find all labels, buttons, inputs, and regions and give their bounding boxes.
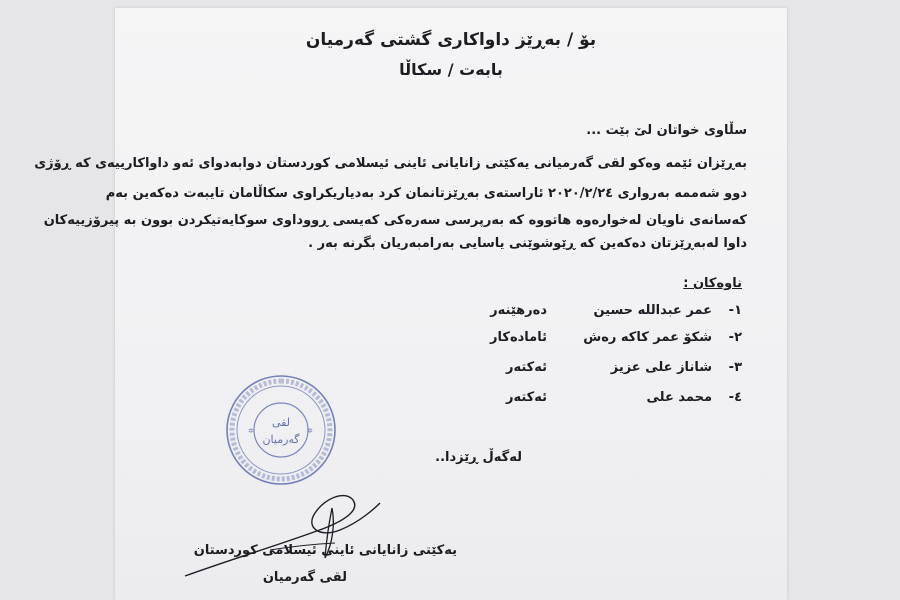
name-row (402, 303, 742, 323)
name-row (402, 330, 742, 350)
body-line: داوا لەبەڕێزتان دەکەین کە ڕێوشوێنی یاسایی بەرامبەریان بگرنە بەر . (308, 236, 747, 251)
person-role: ئەکتەر (506, 360, 547, 375)
row-number: ٢- (728, 330, 742, 345)
person-role: ئەکتەر (506, 390, 547, 405)
name-row (402, 360, 742, 380)
row-number: ٣- (728, 360, 742, 375)
greeting-line: سڵاوی خواتان لێ بێت ... (586, 123, 747, 138)
row-number: ٤- (728, 390, 742, 405)
stamp-text: لقی (271, 416, 291, 429)
body-line: دوو شەممە بەرواری ٢٠٢٠/٢/٢٤ ئاراستەی بەڕێزتانمان کرد بەدیاریکراوی سکاڵامان تایبەت دەکەین بەم (105, 186, 747, 201)
recipient-line: بۆ / بەڕێز داواکاری گشتی گەرمیان (305, 30, 597, 50)
stamp-seal (224, 373, 338, 487)
person-role: دەرهێنەر (490, 303, 547, 318)
svg-text:✲: ✲ (248, 427, 254, 435)
person-name: شاناز علی عزیز (610, 360, 712, 375)
person-name: عمر عبدالله حسین (593, 303, 712, 318)
stamp-text: گەرمیان (262, 433, 300, 446)
signature-organization: یەکێتی زانایانی ئاینی ئیسلامی کوردستان (193, 543, 457, 558)
body-line: کەسانەی ناویان لەخوارەوە هاتووە کە بەرپرسی سەرەکی کەیسی ڕووداوی سوکایەتیکردن بوون بە پیرۆزییەکان (43, 213, 747, 228)
subject-line: بابەت / سکاڵا (399, 60, 503, 79)
person-role: ئامادەکار (490, 330, 547, 345)
svg-text:✲: ✲ (307, 427, 313, 435)
closing-regards: لەگەڵ ڕێزدا.. (435, 450, 522, 465)
person-name: محمد علی (646, 390, 712, 405)
name-row (402, 390, 742, 410)
person-name: شکۆ عمر کاکە رەش (583, 330, 712, 345)
signature-branch: لقی گەرمیان (262, 570, 347, 585)
document-page (34, 8, 787, 600)
signature (175, 488, 385, 583)
row-number: ١- (728, 303, 742, 318)
body-line: بەڕێزان ئێمە وەکو لقی گەرمیانی یەکێتی زانایانی ئاینی ئیسلامی کوردستان دوابەدوای ئەو داواکارییەی کە ڕۆژی (34, 156, 747, 171)
names-heading: ناوەکان : (683, 276, 742, 291)
